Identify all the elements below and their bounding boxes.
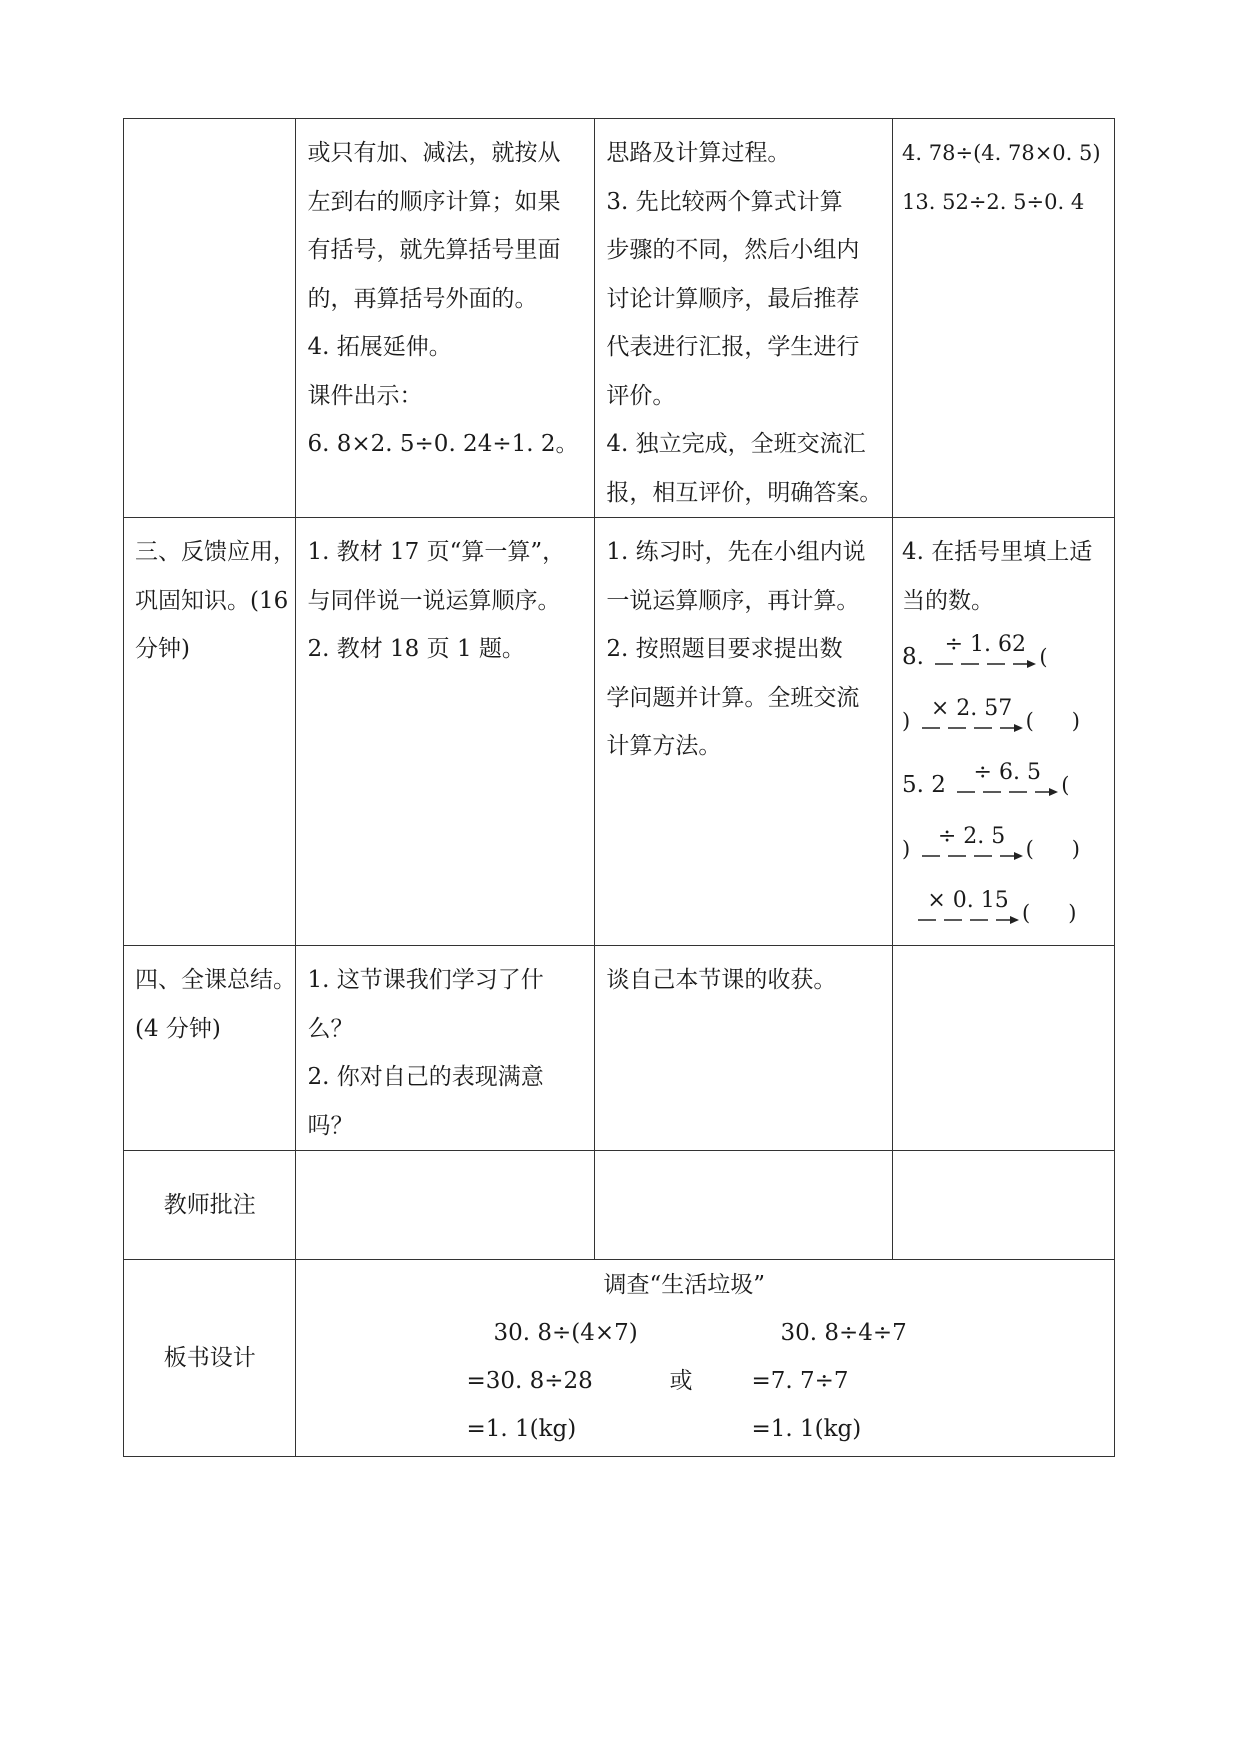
teacher-activity-cell bbox=[296, 518, 595, 946]
text-line: 分钟) bbox=[135, 636, 190, 662]
operation-label: × 2. 57 bbox=[930, 696, 1013, 721]
arrow-chain-2-end bbox=[902, 881, 1114, 945]
board-left-line-3: =1. 1(kg) bbox=[466, 1416, 577, 1442]
text-line: 吗？ bbox=[307, 1112, 354, 1139]
right-arrow-icon bbox=[955, 786, 1059, 798]
text-line: 四、全课总结。 bbox=[135, 967, 296, 993]
student-activity-cell bbox=[595, 518, 893, 946]
text-line: 思路及计算过程。 bbox=[606, 140, 791, 166]
text-line: 有括号，就先算括号里面 bbox=[307, 237, 561, 263]
notes-label: 教师批注 bbox=[163, 1191, 256, 1218]
text-line: 么？ bbox=[307, 1015, 354, 1042]
text-line: 4. 独立完成，全班交流汇 bbox=[606, 431, 866, 457]
text-line: 的，再算括号外面的。 bbox=[307, 285, 538, 312]
text-line: 步骤的不同，然后小组内 bbox=[606, 237, 860, 263]
chain-start: 5. 2 bbox=[902, 772, 946, 798]
operation-label: ÷ 6. 5 bbox=[973, 760, 1041, 785]
arrow-operation bbox=[933, 632, 1037, 678]
text-line: 学问题并计算。全班交流 bbox=[606, 684, 860, 711]
arrow-operation bbox=[920, 824, 1024, 870]
table-row-feedback bbox=[124, 518, 1115, 946]
arrow-operation bbox=[955, 760, 1059, 806]
text-line: 计算方法。 bbox=[606, 733, 722, 759]
text-line: 三、反馈应用， bbox=[135, 539, 296, 565]
text-line: 报，相互评价，明确答案。 bbox=[606, 479, 883, 506]
notes-cell-empty bbox=[296, 1151, 595, 1260]
text-line: 当的数。 bbox=[902, 587, 995, 614]
operation-label: ÷ 2. 5 bbox=[937, 824, 1006, 849]
operation-label: ÷ 1. 62 bbox=[944, 632, 1027, 657]
text-line: 2. 教材 18 页 1 题。 bbox=[307, 636, 525, 662]
arrow-chain-2 bbox=[902, 753, 1114, 817]
right-arrow-icon bbox=[920, 722, 1024, 734]
text-line: 6. 8×2. 5÷0. 24÷1. 2。 bbox=[307, 431, 579, 457]
text-line: 4. 在括号里填上适 bbox=[902, 539, 1093, 565]
text-line: 课件出示： bbox=[307, 382, 423, 409]
blank-open: ( bbox=[1025, 709, 1034, 733]
chain-start: 8. bbox=[902, 644, 924, 670]
board-label: 板书设计 bbox=[163, 1344, 256, 1371]
text-line: 3. 先比较两个算式计算 bbox=[606, 188, 843, 215]
table-row-continued bbox=[124, 119, 1115, 518]
text-line: 讨论计算顺序，最后推荐 bbox=[606, 285, 860, 312]
arrow-operation bbox=[916, 888, 1020, 934]
text-line: 谈自己本节课的收获。 bbox=[606, 967, 837, 993]
blank-open: ( bbox=[1061, 773, 1070, 797]
stage-cell bbox=[124, 946, 296, 1151]
arrow-chain-2-cont bbox=[902, 817, 1114, 881]
blank-close: ) bbox=[1071, 709, 1080, 733]
student-activity-cell bbox=[595, 119, 893, 518]
text-line: 代表进行汇报，学生进行 bbox=[606, 334, 860, 360]
text-line: 巩固知识。(16 bbox=[135, 587, 289, 614]
operation-label: × 0. 15 bbox=[927, 888, 1009, 913]
table-row-board bbox=[124, 1260, 1115, 1457]
text-line: 1. 练习时，先在小组内说 bbox=[606, 539, 866, 565]
lesson-plan-table bbox=[123, 118, 1115, 1457]
text-line: 4. 78÷(4. 78×0. 5) bbox=[902, 141, 1101, 165]
exercise-cell-empty bbox=[893, 946, 1115, 1151]
text-line: 与同伴说一说运算顺序。 bbox=[307, 587, 561, 614]
arrow-chain-1 bbox=[902, 625, 1114, 689]
text-line: 2. 按照题目要求提出数 bbox=[606, 636, 843, 662]
text-line: 或只有加、减法，就按从 bbox=[307, 140, 561, 166]
arrow-operation bbox=[920, 696, 1024, 742]
teacher-activity-cell bbox=[296, 946, 595, 1151]
text-line: (4 分钟) bbox=[135, 1015, 221, 1042]
table-row-notes bbox=[124, 1151, 1115, 1260]
blank-open: ( bbox=[1039, 645, 1048, 669]
text-line: 2. 你对自己的表现满意 bbox=[307, 1064, 544, 1090]
board-left-line-1: 30. 8÷(4×7) bbox=[493, 1320, 638, 1346]
exercise-cell bbox=[893, 119, 1115, 518]
text-line: 1. 教材 17 页“算一算”， bbox=[307, 539, 566, 565]
board-title: 调查“生活垃圾” bbox=[603, 1272, 766, 1298]
student-activity-cell bbox=[595, 946, 893, 1151]
exercise-cell bbox=[893, 518, 1115, 946]
stage-cell-empty bbox=[124, 119, 296, 518]
text-line: 一说运算顺序，再计算。 bbox=[606, 587, 860, 614]
blank-close: ) bbox=[1071, 837, 1080, 861]
text-line: 评价。 bbox=[606, 382, 676, 409]
table-row-summary bbox=[124, 946, 1115, 1151]
blank-close: ) bbox=[902, 709, 911, 733]
board-right-line-1: 30. 8÷4÷7 bbox=[780, 1320, 907, 1346]
board-right-line-2: =7. 7÷7 bbox=[751, 1368, 849, 1394]
notes-cell-empty bbox=[893, 1151, 1115, 1260]
blank-close: ) bbox=[902, 837, 911, 861]
board-label-cell bbox=[124, 1260, 296, 1457]
blank-close: ) bbox=[1068, 901, 1077, 925]
arrow-chain-1-cont bbox=[902, 689, 1114, 753]
text-line: 1. 这节课我们学习了什 bbox=[307, 967, 544, 993]
board-left-line-2: =30. 8÷28 bbox=[466, 1368, 593, 1394]
board-or: 或 bbox=[669, 1368, 693, 1394]
board-right-line-3: =1. 1(kg) bbox=[751, 1416, 862, 1442]
right-arrow-icon bbox=[916, 914, 1020, 926]
right-arrow-icon bbox=[933, 658, 1037, 670]
text-line: 左到右的顺序计算；如果 bbox=[307, 188, 561, 215]
notes-cell-empty bbox=[595, 1151, 893, 1260]
board-design-cell bbox=[296, 1260, 1115, 1457]
text-line: 13. 52÷2. 5÷0. 4 bbox=[902, 189, 1085, 214]
blank-open: ( bbox=[1025, 837, 1034, 861]
text-line: 4. 拓展延伸。 bbox=[307, 334, 452, 360]
blank-open: ( bbox=[1022, 901, 1031, 925]
teacher-activity-cell bbox=[296, 119, 595, 518]
notes-label-cell bbox=[124, 1151, 296, 1260]
right-arrow-icon bbox=[920, 850, 1024, 862]
stage-cell bbox=[124, 518, 296, 946]
